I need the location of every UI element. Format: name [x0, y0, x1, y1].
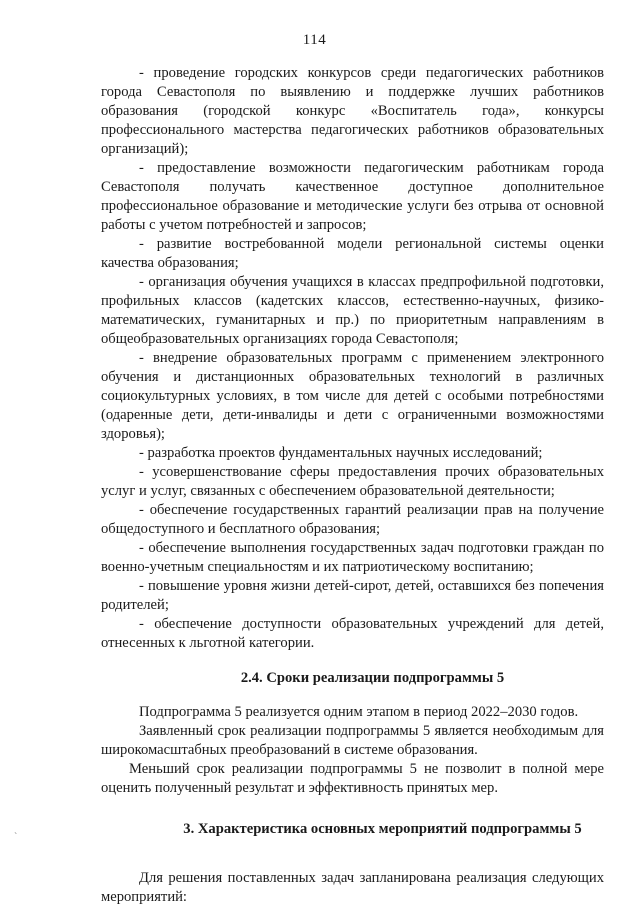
- list-item: - обеспечение выполнения государственных задач подготовки граждан по военно-учетным специальностям и их патриотическому воспитанию;: [101, 540, 604, 575]
- section-heading-3: 3. Характеристика основных мероприятий подпрограммы 5: [183, 821, 582, 837]
- document-body: [101, 64, 604, 907]
- list-item: - проведение городских конкурсов среди педагогических работников города Севастополя по выявлению и поддержке лучших работников образования (городской конкурс «Воспитатель года», конкурсы профессионального мастерства педагогических работников образовательных организаций);: [101, 65, 604, 157]
- list-item: - развитие востребованной модели региональной системы оценки качества образования;: [101, 236, 604, 271]
- paragraph: Меньший срок реализации подпрограммы 5 не позволит в полной мере оценить полученный результат и эффективность принятых мер.: [101, 761, 604, 796]
- section-heading-2-4: 2.4. Сроки реализации подпрограммы 5: [240, 670, 505, 686]
- list-item: - разработка проектов фундаментальных научных исследований;: [139, 445, 543, 461]
- paragraph: Для решения поставленных задач запланирована реализация следующих мероприятий:: [101, 870, 604, 905]
- paragraph: Подпрограмма 5 реализуется одним этапом в период 2022–2030 годов.: [139, 704, 579, 720]
- list-item: - обеспечение государственных гарантий реализации прав на получение общедоступного и бесплатного образования;: [101, 502, 604, 537]
- paragraph: Заявленный срок реализации подпрограммы 5 является необходимым для широкомасштабных преобразований в системе образования.: [101, 723, 604, 758]
- page-number: 114: [302, 32, 327, 48]
- list-item: - повышение уровня жизни детей-сирот, детей, оставшихся без попечения родителей;: [101, 578, 604, 613]
- scan-speck: ˋ: [14, 832, 18, 843]
- list-item: - организация обучения учащихся в классах предпрофильной подготовки, профильных классов (кадетских классов, естественно-научных, физико-математических, гуманитарных и пр.) по приоритетным направлениям в общеобразовательных организациях города Севастополя;: [101, 274, 604, 347]
- list-item: - предоставление возможности педагогическим работникам города Севастополя получать качественное доступное дополнительное профессиональное образование и методические услуги без отрыва от основной работы с учетом потребностей и запросов;: [101, 160, 604, 233]
- list-item: - обеспечение доступности образовательных учреждений для детей, отнесенных к льготной категории.: [101, 616, 604, 651]
- list-item: - усовершенствование сферы предоставления прочих образовательных услуг и услуг, связанных с обеспечением образовательной деятельности;: [101, 464, 604, 499]
- list-item: - внедрение образовательных программ с применением электронного обучения и дистанционных образовательных технологий в различных социокультурных условиях, в том числе для детей с особыми потребностями (одаренные дети, дети-инвалиды и дети с ограниченными возможностями здоровья);: [101, 350, 604, 442]
